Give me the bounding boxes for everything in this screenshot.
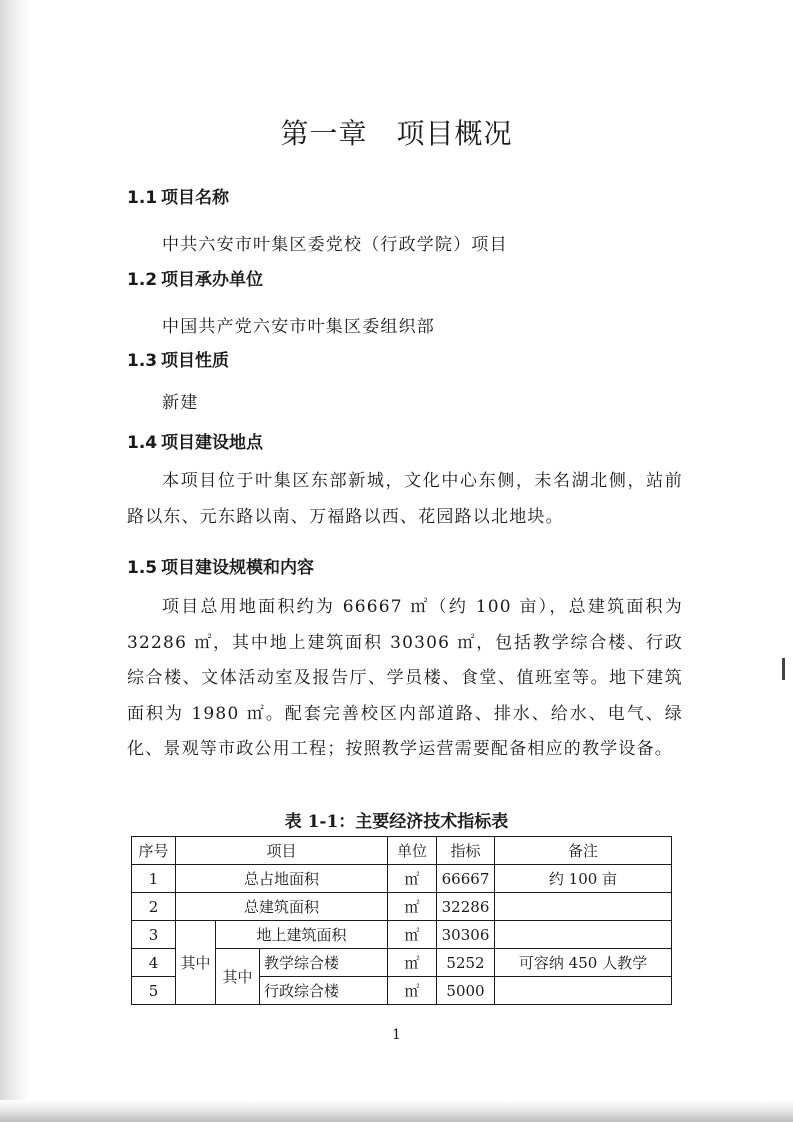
cell-note: 可容纳 450 人教学 xyxy=(495,949,672,977)
scan-mark xyxy=(782,658,785,680)
cell-value: 66667 xyxy=(437,865,495,893)
section-text-1-1: 中共六安市叶集区委党校（行政学院）项目 xyxy=(162,235,508,255)
header-cell: 指标 xyxy=(437,837,495,865)
section-heading-1-1 xyxy=(127,183,229,208)
header-cell: 单位 xyxy=(388,837,437,865)
section-title: 项目名称 xyxy=(161,188,229,208)
cell-unit: ㎡ xyxy=(388,949,437,977)
cell-no: 4 xyxy=(132,949,176,977)
section-text-1-5: 项目总用地面积约为 66667 ㎡（约 100 亩），总建筑面积为 32286 ㎡，其中地上建筑面积 30306 ㎡，包括教学综合楼、行政综合楼、文体活动室及报告厅、学员楼、食堂、值班室等。地下建筑面积为 1980 ㎡。配套完善校区内部道路、排水、给水、电气、绿化、景观等市政公用工程；按照教学运营需要配备相应的教学设备。 xyxy=(127,597,683,759)
cell-unit: ㎡ xyxy=(388,893,437,921)
cell-note xyxy=(495,977,672,1005)
section-number: 1.5 xyxy=(127,558,158,578)
section-heading-1-4 xyxy=(127,428,263,453)
section-number: 1.4 xyxy=(127,433,158,453)
table-caption: 表 1-1：主要经济技术指标表 xyxy=(284,812,509,832)
cell-item: 教学综合楼 xyxy=(260,949,388,977)
header-cell: 备注 xyxy=(495,837,672,865)
cell-item: 地上建筑面积 xyxy=(216,921,388,949)
header-cell: 序号 xyxy=(132,837,176,865)
table-row xyxy=(132,921,672,949)
section-number: 1.2 xyxy=(127,270,158,290)
cell-no: 2 xyxy=(132,893,176,921)
cell-unit: ㎡ xyxy=(388,865,437,893)
group-label-outer: 其中 xyxy=(176,921,216,1005)
cell-item: 总占地面积 xyxy=(176,865,388,893)
section-title: 项目建设地点 xyxy=(161,433,263,453)
table-row xyxy=(132,893,672,921)
scan-shadow-bottom xyxy=(0,1100,793,1122)
section-heading-1-3 xyxy=(127,346,229,371)
indicators-table xyxy=(131,836,672,1005)
chapter-title: 第一章 项目概况 xyxy=(280,117,513,150)
section-number: 1.3 xyxy=(127,351,158,371)
section-heading-1-2 xyxy=(127,265,263,290)
section-heading-1-5 xyxy=(127,553,314,578)
section-text-1-4: 本项目位于叶集区东部新城，文化中心东侧，未名湖北侧，站前路以东、元东路以南、万福路以西、花园路以北地块。 xyxy=(127,471,683,527)
cell-value: 32286 xyxy=(437,893,495,921)
cell-note xyxy=(495,921,672,949)
cell-note xyxy=(495,893,672,921)
cell-value: 30306 xyxy=(437,921,495,949)
cell-item: 总建筑面积 xyxy=(176,893,388,921)
section-text-1-2: 中国共产党六安市叶集区委组织部 xyxy=(162,317,435,337)
cell-value: 5252 xyxy=(437,949,495,977)
cell-note: 约 100 亩 xyxy=(495,865,672,893)
group-label-inner: 其中 xyxy=(216,949,260,1005)
cell-no: 3 xyxy=(132,921,176,949)
scan-shadow-left xyxy=(0,0,30,1122)
cell-unit: ㎡ xyxy=(388,977,437,1005)
page-number: 1 xyxy=(392,1027,401,1043)
section-title: 项目性质 xyxy=(161,351,229,371)
cell-value: 5000 xyxy=(437,977,495,1005)
cell-no: 1 xyxy=(132,865,176,893)
table-row xyxy=(132,865,672,893)
section-title: 项目承办单位 xyxy=(161,270,263,290)
section-number: 1.1 xyxy=(127,188,158,208)
cell-item: 行政综合楼 xyxy=(260,977,388,1005)
cell-no: 5 xyxy=(132,977,176,1005)
cell-unit: ㎡ xyxy=(388,921,437,949)
section-title: 项目建设规模和内容 xyxy=(161,558,314,578)
table-header-row xyxy=(132,837,672,865)
header-cell: 项目 xyxy=(176,837,388,865)
section-text-1-3: 新建 xyxy=(162,393,199,413)
